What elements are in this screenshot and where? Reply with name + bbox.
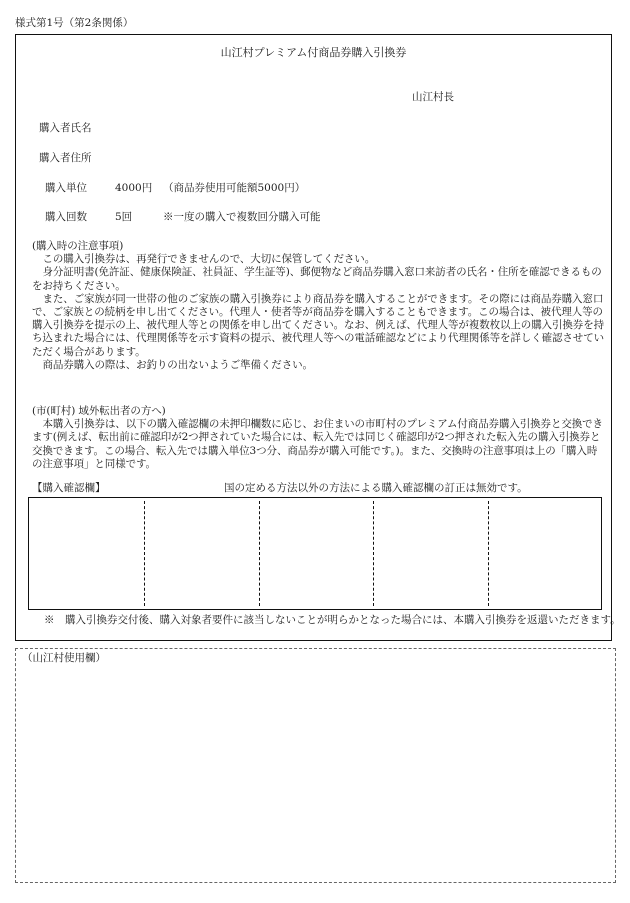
purchase-note-paragraph: この購入引換券は、再発行できませんので、大切に保管してください。 (42, 253, 376, 266)
purchaser-name-field (39, 122, 92, 135)
voucher-title: 山江村プレミアム付商品券購入引換券 (220, 46, 407, 59)
confirmation-warning: 国の定める方法以外の方法による購入確認欄の訂正は無効です。 (224, 482, 528, 494)
issuer-name: 山江村長 (412, 91, 454, 103)
transfer-notes-heading: (市(町村) 域外転出者の方へ) (32, 405, 166, 417)
stamp-divider (488, 501, 489, 606)
purchase-times-note: ※一度の購入で複数回分購入可能 (163, 211, 321, 223)
purchase-unit-label: 購入単位 (45, 182, 87, 194)
purchase-note-paragraph: また、ご家族が同一世帯の他のご家族の購入引換券により商品券を購入することができます。その際には商品券購入窓口で、ご家族との続柄を申し出てください。代理人・使者等が商品券を購入することもできます。この場合は、被代理人等の購入引換券を提示の上、被代理人等との関係を申し出てください。なお、例えば、代理人等が複数枚以上の購入引換券を持ち込まれた場合には、代理関係等を示す資料の提示、被代理人等への電話確認などにより代理関係等を詳しく確認させていただく場合があります。 (32, 292, 604, 358)
confirmation-stamp-box (28, 497, 602, 610)
confirmation-label: 【購入確認欄】 (32, 482, 106, 494)
purchase-voucher (15, 34, 621, 641)
return-footnote: ※ 購入引換券交付後、購入対象者要件に該当しないことが明らかとなった場合には、本購入引換券を返還いただきます。 (44, 614, 621, 626)
stamp-divider (259, 501, 260, 606)
purchase-unit-value: 4000円 (115, 182, 153, 194)
office-use-label: （山江村使用欄） (22, 652, 106, 664)
confirmation-header (32, 482, 592, 495)
purchase-times-value: 5回 (115, 211, 133, 223)
purchaser-name-label: 購入者氏名 (39, 122, 92, 134)
form-number: 様式第1号（第2条関係） (15, 17, 134, 29)
purchase-times-row (45, 211, 321, 224)
purchase-times-label: 購入回数 (45, 211, 87, 223)
stamp-slot-3[interactable] (259, 498, 373, 609)
stamp-divider (373, 501, 374, 606)
purchaser-address-label: 購入者住所 (39, 152, 92, 164)
transfer-notes (32, 405, 606, 471)
purchase-note-paragraph: 商品券購入の際は、お釣りの出ないようご準備ください。 (42, 358, 313, 371)
purchaser-address-field (39, 152, 92, 165)
purchase-unit-row (45, 182, 305, 195)
purchase-notes-heading: (購入時の注意事項) (32, 240, 124, 252)
stamp-slot-4[interactable] (373, 498, 488, 609)
stamp-slot-2[interactable] (144, 498, 259, 609)
stamp-divider (144, 501, 145, 606)
purchase-unit-note: （商品券使用可能額5000円） (163, 182, 306, 194)
stamp-slot-1[interactable] (29, 498, 144, 609)
transfer-note-paragraph: 本購入引換券は、以下の購入確認欄の未押印欄数に応じ、お住まいの市町村のプレミアム付商品券購入引換券と交換できます(例えば、転出前に確認印が2つ押されていた場合には、転入先では同じく確認印が2つ押された転入先の購入引換券と交換できます。この場合、転入先では購入単位3つ分、商品券が購入可能です。)。また、交換時の注意事項は上の「購入時の注意事項」と同様です。 (32, 418, 603, 470)
purchase-note-paragraph: 身分証明書(免許証、健康保険証、社員証、学生証等)、郵便物など商品券購入窓口来訪者の氏名・住所を確認できるものをお持ちください。 (32, 266, 602, 292)
stamp-slot-5[interactable] (488, 498, 603, 609)
office-use-box (15, 648, 616, 883)
purchase-notes (32, 240, 606, 372)
